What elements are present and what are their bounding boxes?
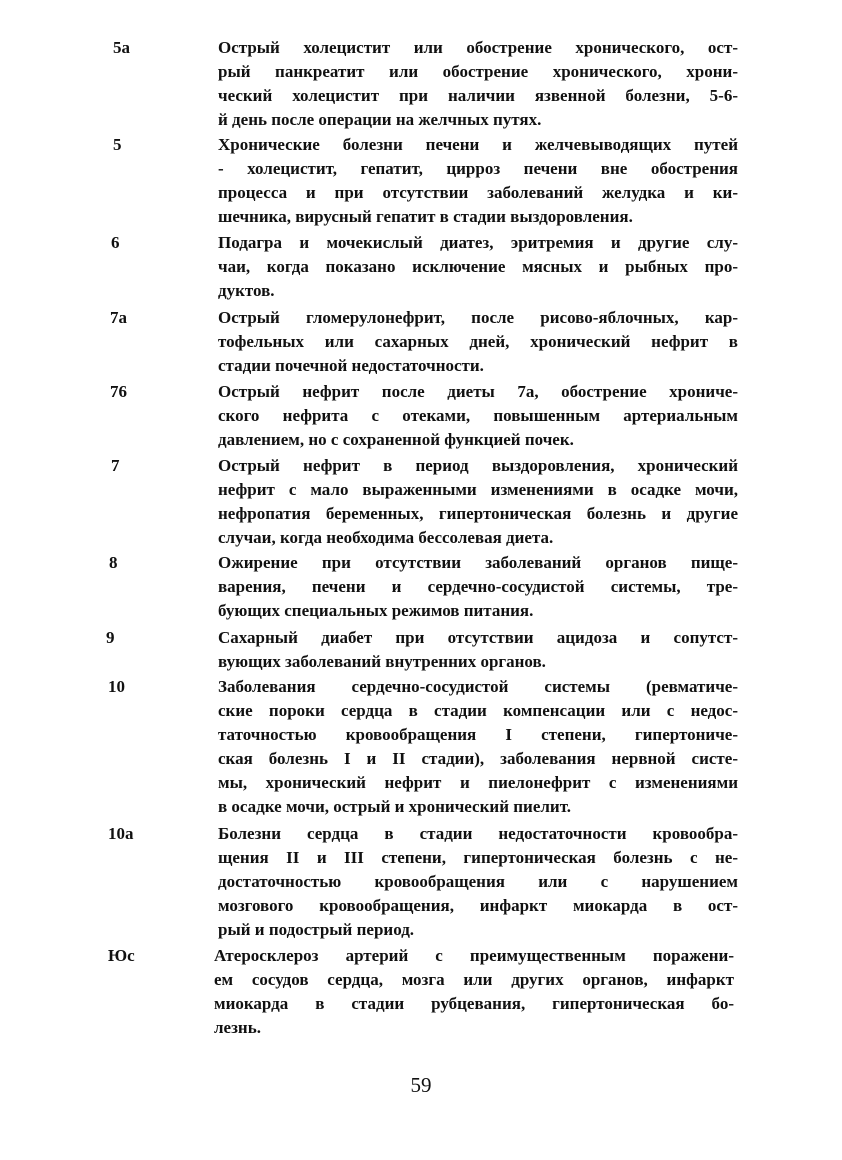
diet-number: 5: [113, 135, 122, 154]
description-line: й день после операции на желчных путях.: [218, 110, 542, 129]
page-number: 59: [410, 1073, 432, 1097]
description-line: Острый нефрит после диеты 7а, обострение хрониче-: [218, 382, 738, 401]
description-line: таточностью кровообращения I степени, гипертониче-: [218, 725, 738, 744]
description-line: миокарда в стадии рубцевания, гипертоническая бо-: [214, 994, 734, 1013]
diet-description: [218, 380, 738, 452]
diet-description: [218, 231, 738, 303]
diet-description: [218, 133, 738, 229]
description-line: варения, печени и сердечно-сосудистой системы, тре-: [218, 577, 738, 596]
description-line: в осадке мочи, острый и хронический пиелит.: [218, 797, 572, 816]
description-line: стадии почечной недостаточности.: [218, 356, 484, 375]
description-line: рый и подострый период.: [218, 920, 415, 939]
diet-number: 7а: [110, 308, 127, 327]
description-line: чаи, когда показано исключение мясных и рыбных про-: [218, 257, 738, 276]
description-line: дуктов.: [218, 281, 275, 300]
description-line: Подагра и мочекислый диатез, эритремия и другие слу-: [218, 233, 738, 252]
description-line: ская болезнь I и II стадии), заболевания нервной систе-: [218, 749, 738, 768]
description-line: тофельных или сахарных дней, хронический нефрит в: [218, 332, 738, 351]
description-line: Сахарный диабет при отсутствии ацидоза и сопутст-: [218, 628, 738, 647]
diet-number: 10а: [108, 824, 134, 843]
diet-number: 5а: [113, 38, 130, 57]
diet-number: 10: [108, 677, 125, 696]
diet-description: [218, 36, 738, 132]
description-line: ские пороки сердца в стадии компенсации или с недос-: [218, 701, 738, 720]
diet-description: [218, 454, 738, 550]
description-line: ем сосудов сердца, мозга или других органов, инфаркт: [214, 970, 734, 989]
description-line: случаи, когда необходима бессолевая диета.: [218, 528, 554, 547]
description-line: давлением, но с сохраненной функцией почек.: [218, 430, 574, 449]
diet-description: [218, 306, 738, 378]
diet-number: 7: [111, 456, 120, 475]
description-line: мы, хронический нефрит и пиелонефрит с изменениями: [218, 773, 738, 792]
description-line: Острый холецистит или обострение хронического, ост-: [218, 38, 738, 57]
diet-number: 8: [109, 553, 118, 572]
description-line: вующих заболеваний внутренних органов.: [218, 652, 546, 671]
diet-number: 76: [110, 382, 127, 401]
description-line: Заболевания сердечно-сосудистой системы (ревматиче-: [218, 677, 738, 696]
diet-number: Юс: [108, 946, 135, 965]
diet-description: [218, 822, 738, 942]
description-line: Хронические болезни печени и желчевыводящих путей: [218, 135, 738, 154]
diet-number: 6: [111, 233, 120, 252]
description-line: лезнь.: [214, 1018, 261, 1037]
description-line: Острый нефрит в период выздоровления, хронический: [218, 456, 738, 475]
description-line: нефропатия беременных, гипертоническая болезнь и другие: [218, 504, 738, 523]
description-line: нефрит с мало выраженными изменениями в осадке мочи,: [218, 480, 738, 499]
description-line: Атеросклероз артерий с преимущественным поражени-: [214, 946, 734, 965]
description-line: ского нефрита с отеками, повышенным артериальным: [218, 406, 738, 425]
description-line: ческий холецистит при наличии язвенной болезни, 5-6-: [218, 86, 738, 105]
description-line: - холецистит, гепатит, цирроз печени вне обострения: [218, 159, 738, 178]
description-line: достаточностью кровообращения или с нарушением: [218, 872, 738, 891]
description-line: процесса и при отсутствии заболеваний желудка и ки-: [218, 183, 738, 202]
description-line: щения II и III степени, гипертоническая болезнь с не-: [218, 848, 738, 867]
description-line: Ожирение при отсутствии заболеваний органов пище-: [218, 553, 738, 572]
description-line: бующих специальных режимов питания.: [218, 601, 534, 620]
description-line: мозгового кровообращения, инфаркт миокарда в ост-: [218, 896, 738, 915]
diet-description: [218, 626, 738, 674]
description-line: Болезни сердца в стадии недостаточности кровообра-: [218, 824, 738, 843]
diet-description: [214, 944, 734, 1040]
description-line: шечника, вирусный гепатит в стадии выздоровления.: [218, 207, 633, 226]
description-line: Острый гломерулонефрит, после рисово-яблочных, кар-: [218, 308, 738, 327]
diet-description: [218, 675, 738, 819]
diet-description: [218, 551, 738, 623]
description-line: рый панкреатит или обострение хронического, хрони-: [218, 62, 738, 81]
diet-number: 9: [106, 628, 115, 647]
